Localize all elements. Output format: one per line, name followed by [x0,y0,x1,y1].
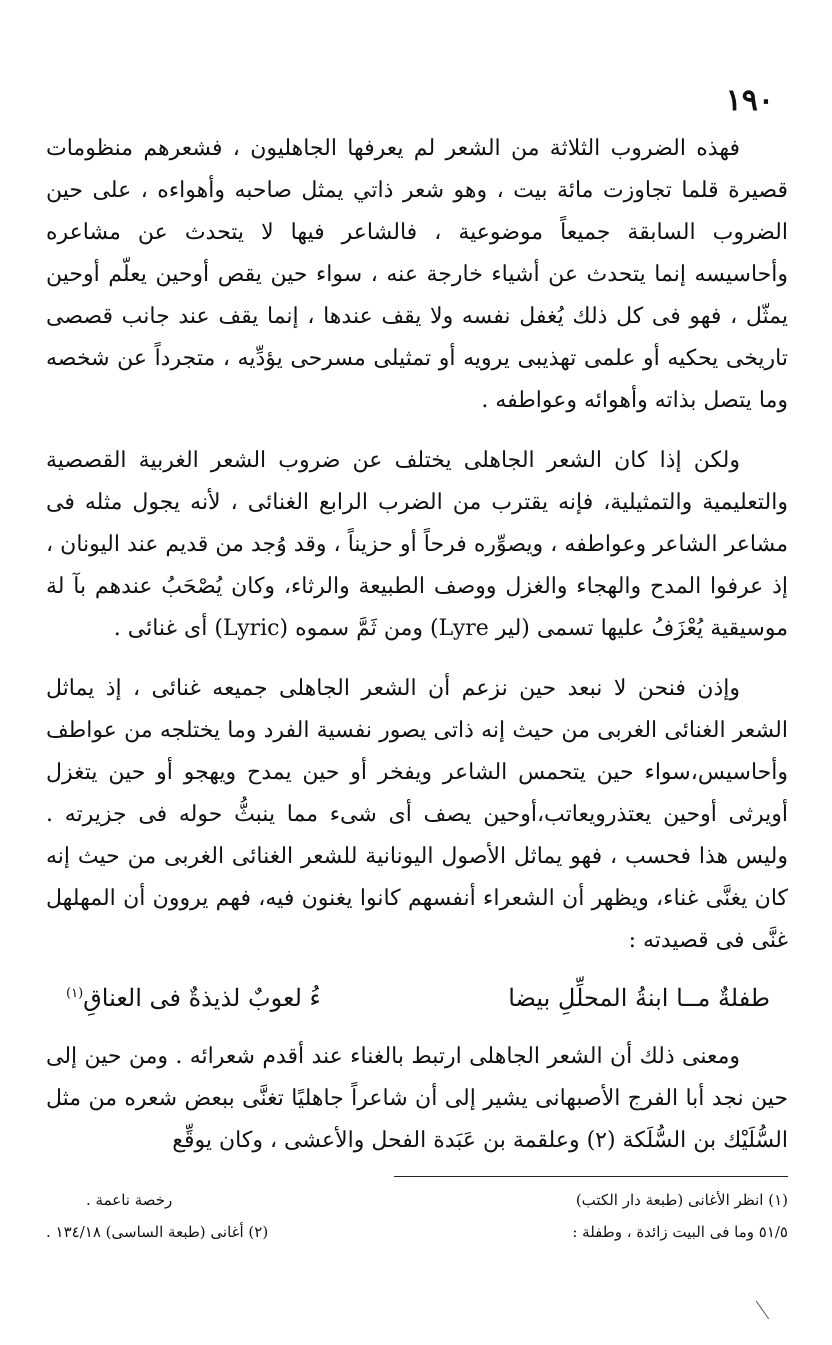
verse-first-hemistich: طفلةٌ مــا ابنةُ المحلِّلِ بيضا [508,984,770,1012]
verse-second-hemistich [66,984,321,1012]
footnote-row-1 [46,1184,788,1216]
footnote-row-2 [46,1216,788,1248]
footnote-1-continuation: رخصة ناعمة . [86,1191,173,1209]
footnote-separator [394,1176,788,1177]
footnote-2-text: (٢) أغانى (طبعة الساسى) ١٣٤/١٨ . [46,1223,269,1241]
page-number: ١٩٠ [725,83,774,118]
paragraph-3: وإذن فنحن لا نبعد حين نزعم أن الشعر الجاهلى جميعه غنائى ، إذ يماثل الشعر الغنائى الغربى من حيث إنه ذاتى يصور نفسية الفرد وما يختلجه من عواطف وأحاسيس،سواء حين يتحمس الشاعر ويفخر أو حين يمدح ويهجو أو حين يتغزل أويرثى أوحين يعتذرويعاتب،أوحين يصف أى شىء مما ينبثُّ حوله فى جزيرته . وليس هذا فحسب ، فهو يماثل الأصول اليونانية للشعر الغنائى الغربى من حيث إنه كان يغنَّى غناء، ويظهر أن الشعراء أنفسهم كانوا يغنون فيه، فهم يروون أن المهلهل غنَّى فى قصيدته : [46,676,788,953]
body-text [46,128,788,1164]
paragraph-2: ولكن إذا كان الشعر الجاهلى يختلف عن ضروب الشعر الغربية القصصية والتعليمية والتمثيلية، فإنه يقترب من الضرب الرابع الغنائى ، لأنه يجول مثله فى مشاعر الشاعر وعواطفه ، ويصوِّره فرحاً أو حزيناً ، وقد وُجد من قديم عند اليونان ، إذ عرفوا المدح والهجاء والغزل ووصف الطبيعة والرثاء، وكان يُصْحَبُ عندهم بآ لة موسيقية يُعْزَفُ عليها تسمى (لير Lyre) ومن ثَمَّ سموه (Lyric) أى غنائى . [46,448,788,641]
margin-mark [756,1295,778,1319]
footnote-marker: (١) [66,986,84,1001]
footnote-1-continued: ٥١/٥ وما فى البيت زائدة ، وطفلة : [572,1223,788,1241]
poetry-verse [46,972,788,1024]
paragraph-4: ومعنى ذلك أن الشعر الجاهلى ارتبط بالغناء عند أقدم شعرائه . ومن حين إلى حين نجد أبا الفرج الأصبهانى يشير إلى أن شاعراً جاهليًا تغنَّى ببعض شعره من مثل السُّلَيْك بن السُّلَكة (٢) وعلقمة بن عَبَدة الفحل والأعشى ، وكان يوقِّع [46,1044,788,1153]
paragraph-1: فهذه الضروب الثلاثة من الشعر لم يعرفها الجاهليون ، فشعرهم منظومات قصيرة قلما تجاوزت مائة بيت ، وهو شعر ذاتي يمثل صاحبه وأهواءه ، على حين الضروب السابقة جميعاً موضوعية ، فالشاعر فيها لا يتحدث عن مشاعره وأحاسيسه إنما يتحدث عن أشياء خارجة عنه ، سواء حين يقص أوحين يعلّم أوحين يمثّل ، فهو فى كل ذلك يُغفل نفسه ولا يقف عندها ، إنما يقف عند جانب قصصى تاريخى يحكيه أو علمى تهذيبى يرويه أو تمثيلى مسرحى يؤدِّيه ، متجرداً عن شخصه وما يتصل بذاته وأهوائه وعواطفه . [46,136,788,413]
footnote-1-text: (١) انظر الأغانى (طبعة دار الكتب) [575,1191,788,1209]
verse-second-hemistich-text: ءُ لعوبٌ لذيذةٌ فى العناقِ [83,984,321,1012]
footnotes [46,1184,788,1248]
